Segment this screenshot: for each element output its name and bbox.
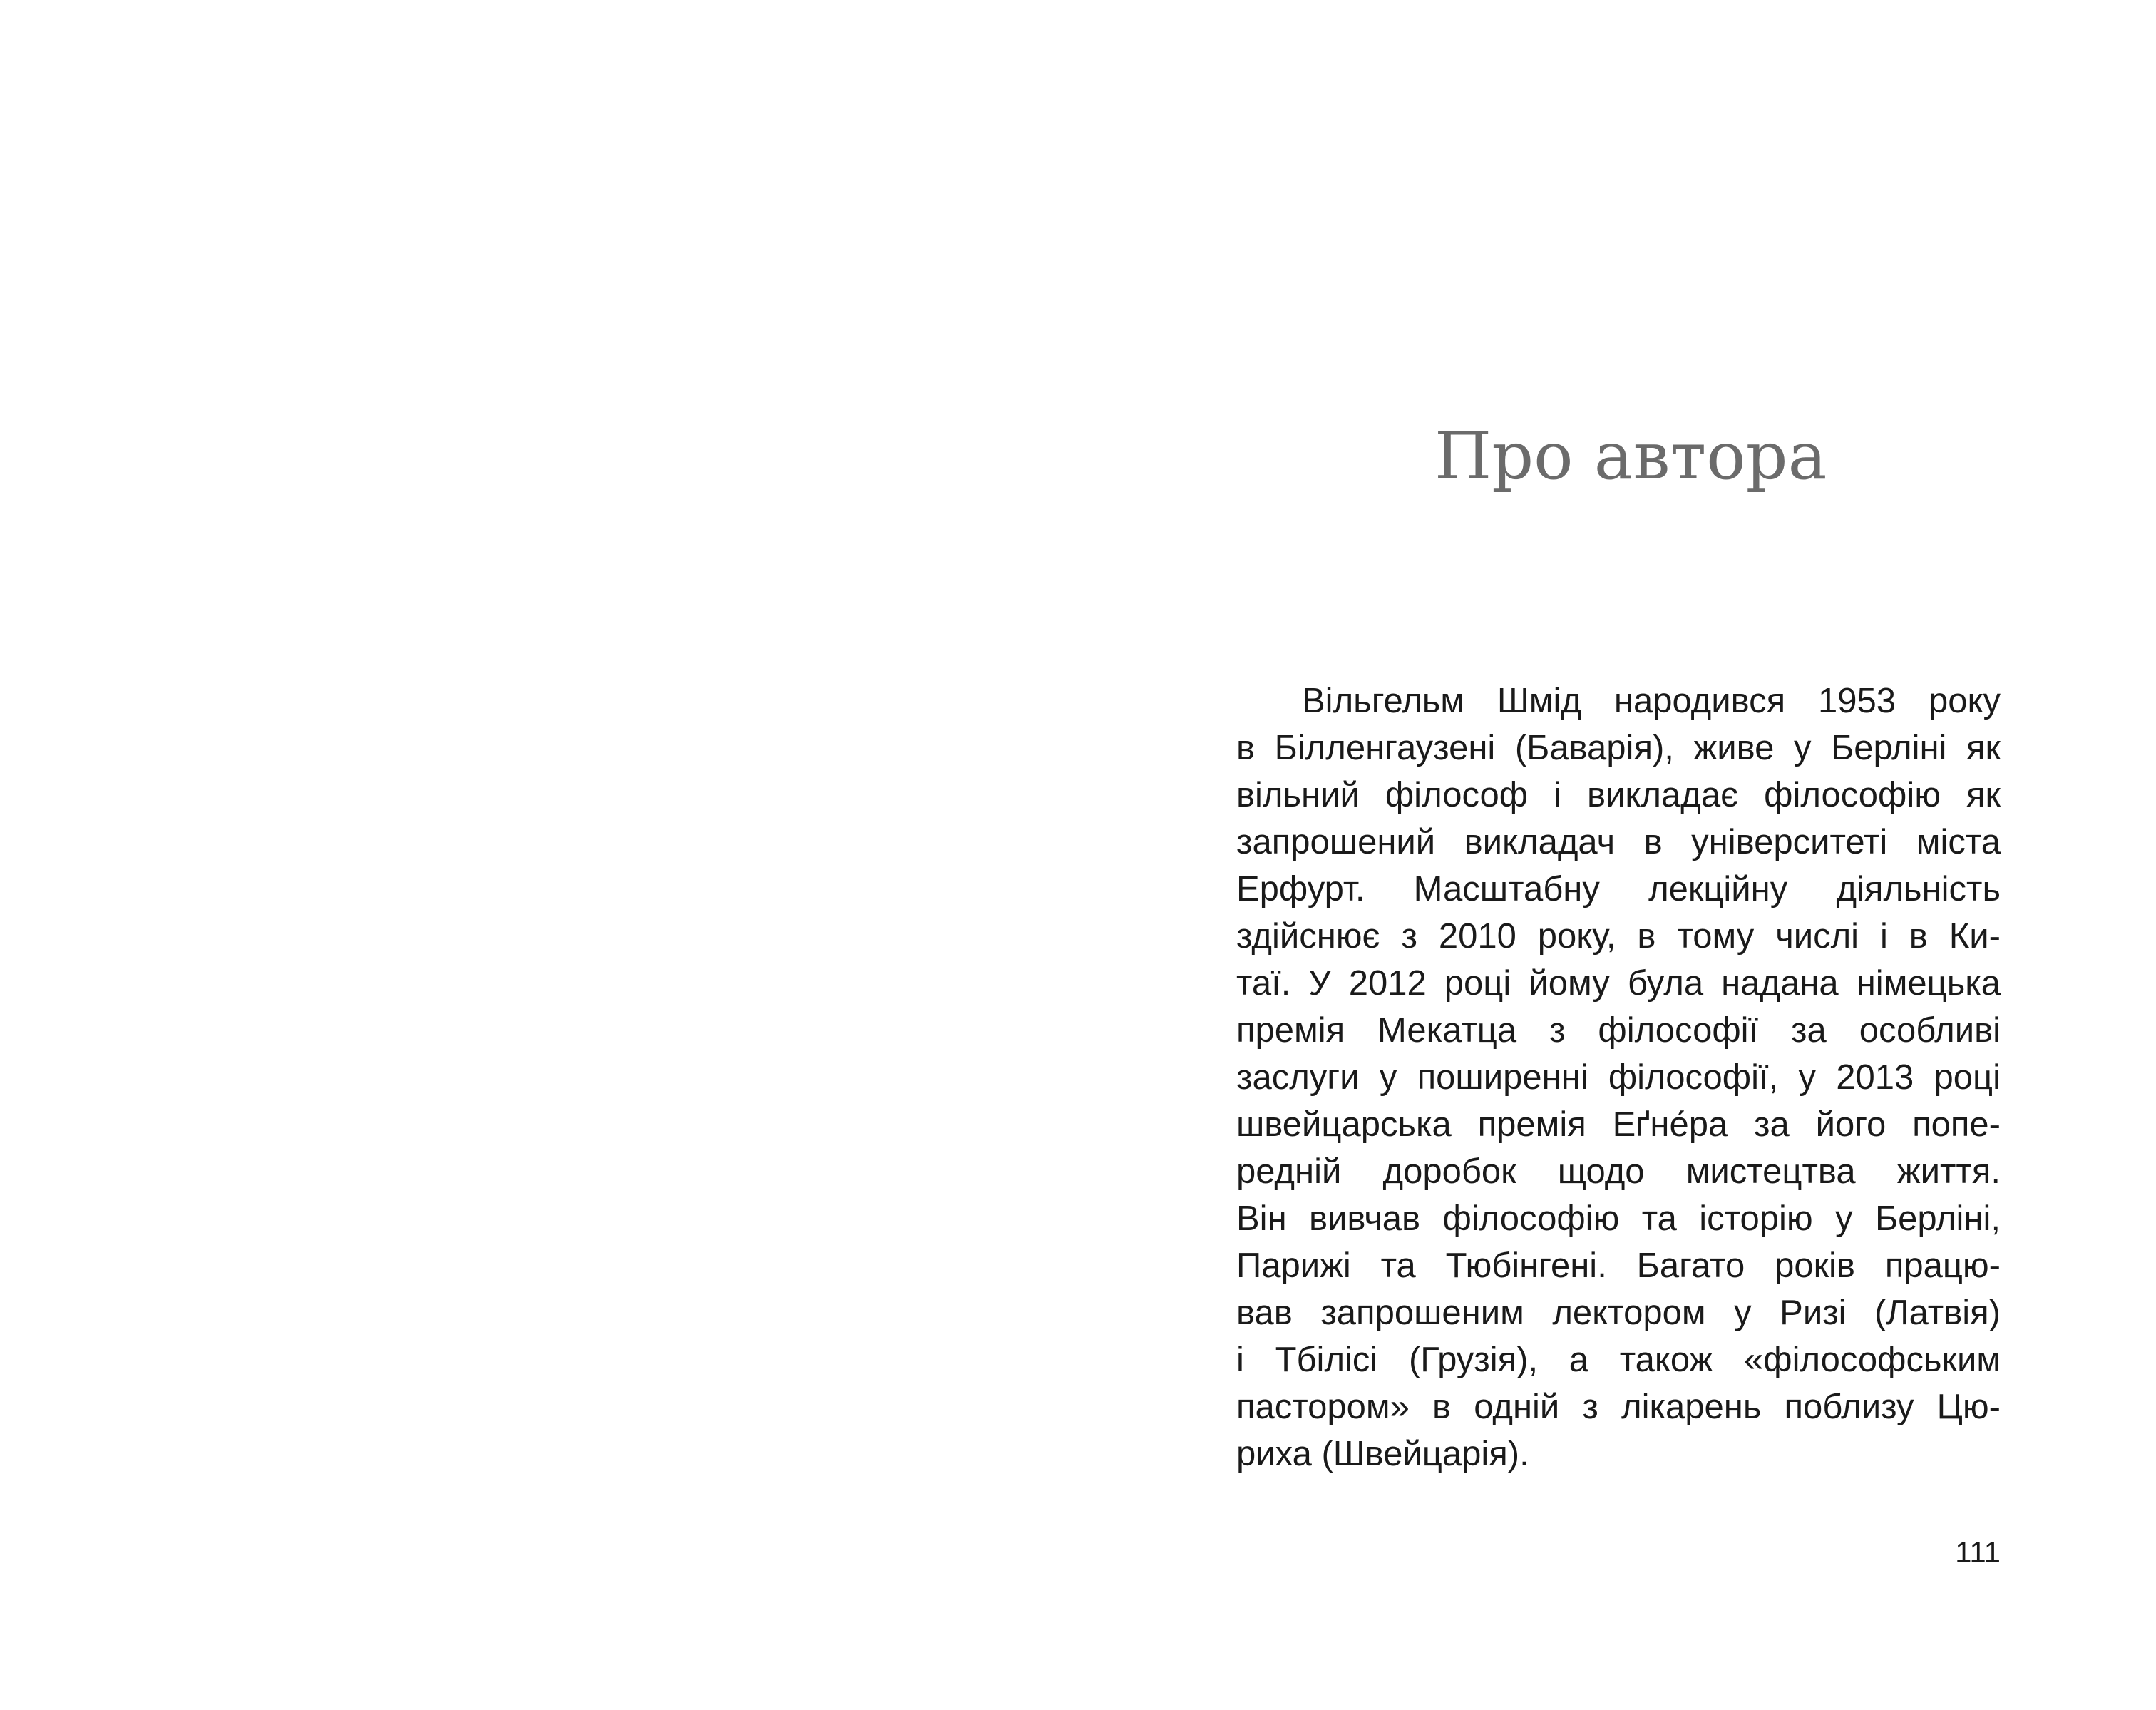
bio-line: вав запрошеним лектором у Ризі (Латвія) <box>1236 1294 2001 1332</box>
bio-line: Ерфурт. Масштабну лекційну діяльність <box>1236 870 2001 908</box>
bio-line: премія Мекатца з філософії за особливі <box>1236 1011 2001 1050</box>
bio-line: в Білленгаузені (Баварія), живе у Берліні як <box>1236 729 2001 767</box>
bio-line: швейцарська премія Еґне́ра за його попе- <box>1236 1105 2001 1144</box>
page-title: Про автора <box>1434 418 1827 494</box>
bio-line: пастором» в одній з лікарень поблизу Цю- <box>1236 1388 2001 1426</box>
bio-line: редній доробок щодо мистецтва життя. <box>1236 1152 2001 1191</box>
bio-line: риха (Швейцарія). <box>1236 1435 1529 1473</box>
author-bio <box>1236 677 2001 1478</box>
bio-line: таї. У 2012 році йому була надана німецька <box>1236 964 2001 1003</box>
bio-line: заслуги у поширенні філософії, у 2013 році <box>1236 1058 2001 1097</box>
page-number: 111 <box>1955 1535 2001 1569</box>
bio-line: вільний філософ і викладає філософію як <box>1236 776 2001 814</box>
bio-line: запрошений викладач в університеті міста <box>1236 823 2001 861</box>
right-page <box>1078 0 2156 1710</box>
bio-line: і Тбілісі (Грузія), а також «філософським <box>1236 1341 2001 1379</box>
bio-line: Парижі та Тюбінгені. Багато років працю- <box>1236 1246 2001 1285</box>
bio-line: Вільгельм Шмід народився 1953 року <box>1302 682 2001 720</box>
bio-line: здійснює з 2010 року, в тому числі і в Ки- <box>1236 917 2001 956</box>
bio-line: Він вивчав філософію та історію у Берліні, <box>1236 1199 2001 1238</box>
